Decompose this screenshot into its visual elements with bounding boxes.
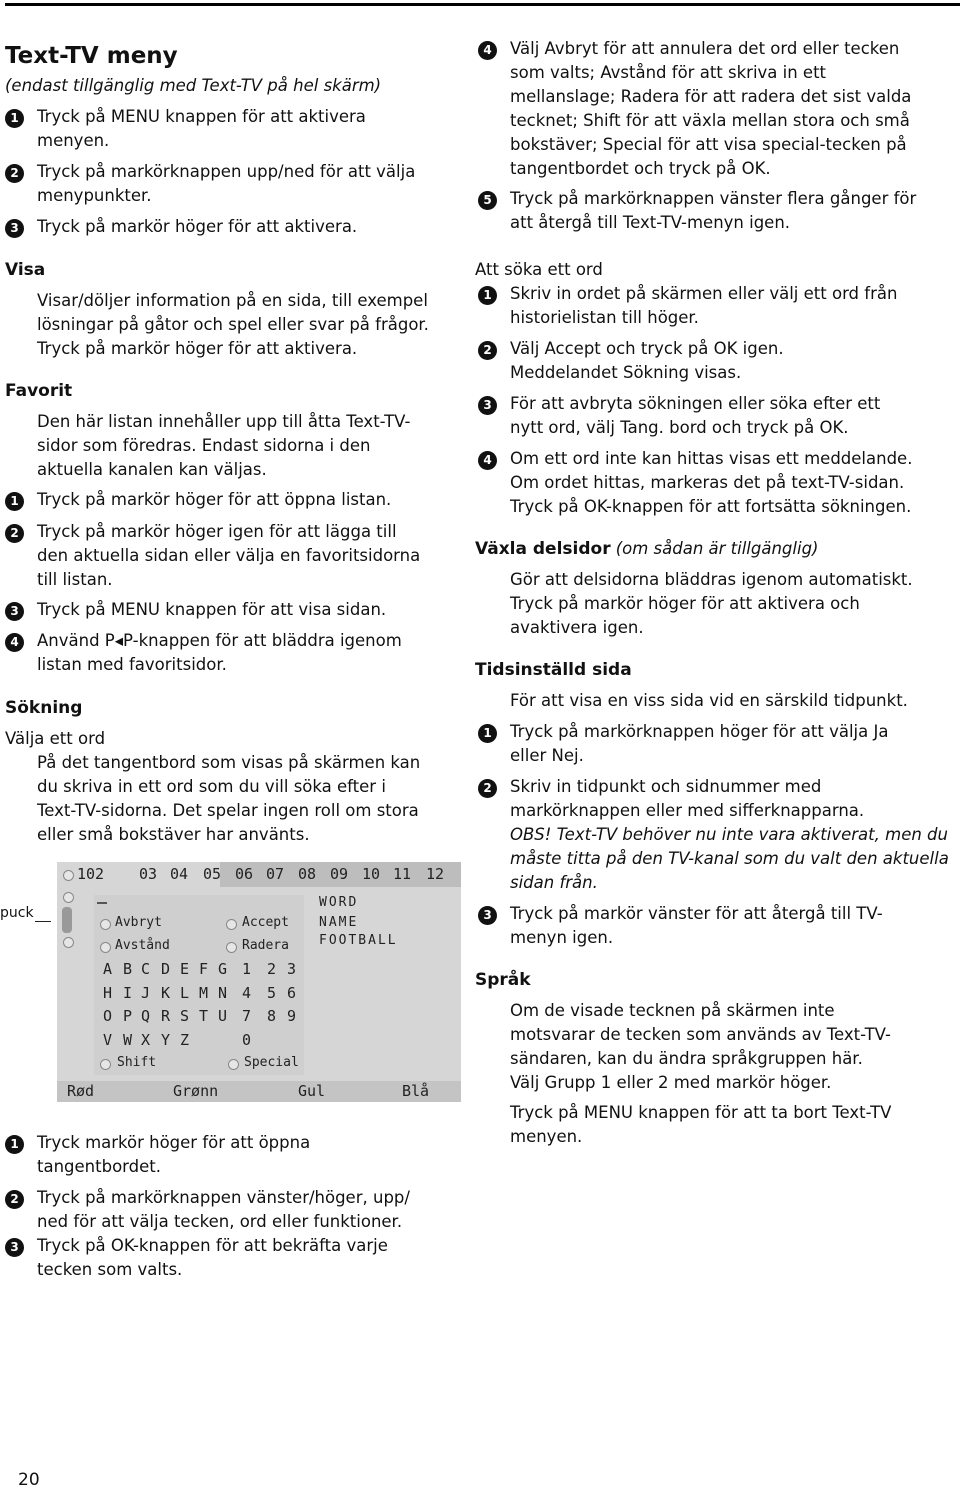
line: Skriv in ordet på skärmen eller välj ett ord från: [510, 284, 898, 303]
keyboard-key[interactable]: K: [161, 984, 171, 1002]
keyboard-key[interactable]: X: [141, 1031, 151, 1049]
page-tab: 11: [393, 865, 412, 883]
line: Tryck på MENU knappen för att visa sidan.: [37, 600, 387, 619]
tids-intro: För att visa en viss sida vid en särskild tidpunkt.: [510, 691, 908, 710]
line: Gör att delsidorna bläddras igenom automatiskt.: [510, 570, 913, 589]
step-text: [510, 337, 784, 385]
keyboard-key[interactable]: B: [123, 960, 133, 978]
keyboard-key[interactable]: 9: [287, 1007, 297, 1025]
page-number: 20: [18, 1470, 40, 1490]
page-tab: 12: [426, 865, 445, 883]
color-key-bar: [57, 1081, 461, 1102]
keyboard-key[interactable]: U: [218, 1007, 228, 1025]
line: Använd P◂P-knappen för att bläddra igenom: [37, 631, 402, 650]
keyboard-key[interactable]: M: [199, 984, 209, 1002]
line: menyen.: [37, 131, 110, 150]
page-tab: 06: [235, 865, 254, 883]
history-word[interactable]: NAME: [319, 915, 359, 930]
side-dot-icon: [63, 870, 74, 881]
page-tab: 05: [203, 865, 222, 883]
step-badge: 1: [478, 724, 497, 743]
step-text: [510, 37, 911, 181]
keyboard-key[interactable]: A: [103, 960, 113, 978]
sokning-text: [37, 751, 420, 847]
step-badge: 2: [5, 524, 24, 543]
line: Tryck på markör vänster för att återgå till TV-: [510, 904, 883, 923]
page-tab: 102: [77, 865, 105, 883]
keyboard-key[interactable]: 7: [242, 1007, 252, 1025]
line: att återgå till Text-TV-menyn igen.: [510, 213, 791, 232]
line: Tryck på markörknappen upp/ned för att välja: [37, 162, 416, 181]
section-heading-visa: Visa: [5, 260, 46, 280]
line: sidor som föredras. Endast sidorna i den: [37, 436, 371, 455]
section-heading-search: Att söka ett ord: [475, 260, 603, 279]
line: Om de visade tecknen på skärmen inte: [510, 1001, 835, 1020]
keyboard-key[interactable]: P: [123, 1007, 133, 1025]
step-text: [510, 187, 916, 235]
line: Tryck på markör höger för att aktivera.: [37, 217, 358, 236]
option-dot-icon: [100, 919, 111, 930]
keyboard-key[interactable]: D: [161, 960, 171, 978]
keyboard-key[interactable]: G: [218, 960, 228, 978]
line: måste titta på den TV-kanal som du valt den aktuella: [510, 849, 949, 868]
puck-label: puck: [0, 905, 34, 921]
keyboard-key[interactable]: H: [103, 984, 113, 1002]
color-key-yellow[interactable]: Gul: [298, 1082, 326, 1100]
step-text: [510, 775, 864, 823]
line: bokstäver; Special för att visa special-tecken på: [510, 135, 907, 154]
keyboard-key[interactable]: 4: [242, 984, 252, 1002]
line: historielistan till höger.: [510, 308, 699, 327]
section-heading-sprak: Språk: [475, 970, 531, 990]
line: menyen.: [510, 1127, 583, 1146]
color-key-blue[interactable]: Blå: [402, 1082, 430, 1100]
step-badge: 2: [5, 1190, 24, 1209]
step-badge: 1: [5, 492, 24, 511]
step-text: [37, 105, 366, 153]
cancel-key[interactable]: Avbryt: [115, 915, 162, 930]
line: menypunkter.: [37, 186, 152, 205]
step-text: [37, 488, 391, 512]
step-text: [37, 215, 357, 239]
line: till listan.: [37, 570, 113, 589]
special-key[interactable]: Special: [244, 1055, 299, 1070]
puck-pointer-line: [35, 921, 51, 922]
visa-text: [37, 289, 429, 361]
step-badge: 1: [5, 1135, 24, 1154]
line: Om ett ord inte kan hittas visas ett meddelande.: [510, 449, 913, 468]
step-text: [510, 902, 883, 950]
vaxla-text: [510, 568, 913, 640]
line: Tryck på markörknappen vänster/höger, upp/: [37, 1188, 410, 1207]
input-cursor: [97, 902, 107, 904]
step-badge: 3: [5, 219, 24, 238]
step-text: [510, 720, 888, 768]
tids-note: [510, 823, 949, 895]
page-tab: 03: [139, 865, 158, 883]
keyboard-key[interactable]: T: [199, 1007, 209, 1025]
keyboard-key[interactable]: Q: [141, 1007, 151, 1025]
line: motsvarar de tecken som används av Text-TV-: [510, 1025, 891, 1044]
line: listan med favoritsidor.: [37, 655, 227, 674]
keyboard-key[interactable]: 6: [287, 984, 297, 1002]
page-title: Text-TV meny: [5, 43, 178, 69]
line: Tryck på OK-knappen för att fortsätta sökningen.: [510, 497, 912, 516]
delete-key[interactable]: Radera: [242, 938, 289, 953]
line: avaktivera igen.: [510, 618, 644, 637]
line: sändaren, kan du ändra språkgruppen här.: [510, 1049, 863, 1068]
sprak-text: [510, 999, 891, 1095]
subheading-valja-ett-ord: Välja ett ord: [5, 729, 106, 748]
sprak-last: [510, 1101, 891, 1149]
step-badge: 1: [478, 286, 497, 305]
step-text: [510, 447, 912, 519]
line: Meddelandet Sökning visas.: [510, 363, 742, 382]
line: Tryck på markörknappen höger för att välja Ja: [510, 722, 889, 741]
keyboard-key[interactable]: R: [161, 1007, 171, 1025]
color-key-green[interactable]: Grønn: [173, 1082, 219, 1100]
line: Tryck på markör höger igen för att lägga till: [37, 522, 397, 541]
line: den aktuella sidan eller välja en favoritsidorna: [37, 546, 421, 565]
keyboard-key[interactable]: I: [123, 984, 133, 1002]
step-badge: 4: [478, 41, 497, 60]
step-text: [37, 1186, 410, 1234]
step-badge: 2: [5, 164, 24, 183]
option-dot-icon: [228, 1059, 239, 1070]
line: nytt ord, välj Tang. bord och tryck på OK.: [510, 418, 849, 437]
line: lösningar på gåtor och spel eller svar på frågor.: [37, 315, 429, 334]
page-tab: 07: [266, 865, 285, 883]
line: Om ordet hittas, markeras det på text-TV-sidan.: [510, 473, 905, 492]
step-badge: 3: [478, 396, 497, 415]
keyboard-key[interactable]: S: [180, 1007, 190, 1025]
line: sidan från.: [510, 873, 598, 892]
page-tab: 10: [362, 865, 381, 883]
keyboard-key[interactable]: L: [180, 984, 190, 1002]
teletext-keyboard-screen: [57, 862, 461, 1102]
step-text: [37, 160, 415, 208]
shift-key[interactable]: Shift: [117, 1055, 157, 1070]
line: Tryck på MENU knappen för att ta bort Text-TV: [510, 1103, 892, 1122]
line: Välj Grupp 1 eller 2 med markör höger.: [510, 1073, 832, 1092]
page-tab: 04: [170, 865, 189, 883]
keyboard-key[interactable]: 5: [267, 984, 277, 1002]
keyboard-key[interactable]: J: [141, 984, 151, 1002]
line: ned för att välja tecken, ord eller funktioner.: [37, 1212, 403, 1231]
line: menyn igen.: [510, 928, 614, 947]
section-heading-favorit: Favorit: [5, 381, 73, 401]
line: På det tangentbord som visas på skärmen kan: [37, 753, 421, 772]
step-text: [37, 520, 420, 592]
line: Tryck på markör höger för att öppna listan.: [37, 490, 392, 509]
line: som valts; Avstånd för att skriva in ett: [510, 63, 827, 82]
line: Den här listan innehåller upp till åtta Text-TV-: [37, 412, 411, 431]
section-heading-vaxla: [475, 537, 819, 561]
line: mellanslage; Radera för att radera det sist valda: [510, 87, 912, 106]
keyboard-key[interactable]: F: [199, 960, 209, 978]
line: Tryck på markörknappen vänster flera gånger för: [510, 189, 917, 208]
side-dot-icon: [63, 937, 74, 948]
keyboard-key[interactable]: V: [103, 1031, 113, 1049]
option-dot-icon: [226, 942, 237, 953]
color-key-red[interactable]: Rød: [67, 1082, 95, 1100]
keyboard-key[interactable]: E: [180, 960, 190, 978]
line: Tryck på MENU knappen för att aktivera: [37, 107, 366, 126]
step-text: [510, 282, 897, 330]
line: OBS! Text-TV behöver nu inte vara aktiverat, men du: [510, 825, 948, 844]
page-tab: 09: [330, 865, 349, 883]
keyboard-key[interactable]: 3: [287, 960, 297, 978]
keyboard-key[interactable]: W: [123, 1031, 133, 1049]
line: eller små bokstäver har använts.: [37, 825, 310, 844]
line: markörknappen eller med sifferknapparna.: [510, 801, 865, 820]
heading-text: Växla delsidor: [475, 539, 611, 559]
keyboard-key[interactable]: O: [103, 1007, 113, 1025]
step-badge: 5: [478, 191, 497, 210]
line: Text-TV-sidorna. Det spelar ingen roll om stora: [37, 801, 419, 820]
line: du skriva in ett ord som du vill söka efter i: [37, 777, 386, 796]
space-key[interactable]: Avstånd: [115, 938, 170, 953]
line: Tryck på markör höger för att aktivera och: [510, 594, 860, 613]
step-text: [37, 629, 402, 677]
section-heading-tids: Tidsinställd sida: [475, 660, 632, 680]
line: tecknet; Shift för att växla mellan stora och små: [510, 111, 910, 130]
line: tangentbordet och tryck på OK.: [510, 159, 771, 178]
line: Välj Accept och tryck på OK igen.: [510, 339, 784, 358]
step-text: [37, 598, 386, 622]
history-word[interactable]: FOOTBALL: [319, 933, 398, 948]
step-badge: 4: [478, 451, 497, 470]
keyboard-key[interactable]: 1: [242, 960, 252, 978]
line: Tryck markör höger för att öppna: [37, 1133, 311, 1152]
step-badge: 1: [5, 109, 24, 128]
line: eller Nej.: [510, 746, 584, 765]
history-word[interactable]: WORD: [319, 895, 359, 910]
step-text: [37, 1234, 388, 1282]
line: För att avbryta sökningen eller söka efter ett: [510, 394, 881, 413]
keyboard-key[interactable]: C: [141, 960, 151, 978]
step-badge: 2: [478, 341, 497, 360]
line: aktuella kanalen kan väljas.: [37, 460, 267, 479]
option-dot-icon: [100, 1059, 111, 1070]
side-dot-icon: [63, 892, 74, 903]
step-badge: 3: [478, 906, 497, 925]
favorit-text: [37, 410, 410, 482]
line: Skriv in tidpunkt och sidnummer med: [510, 777, 822, 796]
accept-key[interactable]: Accept: [242, 915, 289, 930]
keyboard-key[interactable]: 2: [267, 960, 277, 978]
line: Tryck på OK-knappen för att bekräfta varje: [37, 1236, 388, 1255]
step-text: [510, 392, 880, 440]
scroll-arrows-icon: [62, 907, 72, 933]
keyboard-key[interactable]: Y: [161, 1031, 171, 1049]
section-heading-sokning: Sökning: [5, 698, 83, 718]
step-badge: 2: [478, 779, 497, 798]
option-dot-icon: [100, 942, 111, 953]
step-badge: 3: [5, 602, 24, 621]
step-badge: 3: [5, 1238, 24, 1257]
keyboard-key[interactable]: 0: [242, 1031, 252, 1049]
step-text: [37, 1131, 310, 1179]
line: tecken som valts.: [37, 1260, 183, 1279]
line: tangentbordet.: [37, 1157, 161, 1176]
keyboard-key[interactable]: 8: [267, 1007, 277, 1025]
top-rule: [5, 3, 960, 6]
line: Välj Avbryt för att annulera det ord eller tecken: [510, 39, 900, 58]
heading-note: (om sådan är tillgänglig): [615, 539, 819, 558]
option-dot-icon: [226, 919, 237, 930]
keyboard-key[interactable]: Z: [180, 1031, 190, 1049]
keyboard-key[interactable]: N: [218, 984, 228, 1002]
line: Visar/döljer information på en sida, till exempel: [37, 291, 428, 310]
step-badge: 4: [5, 633, 24, 652]
page-tab: 08: [298, 865, 317, 883]
line: Tryck på markör höger för att aktivera.: [37, 339, 358, 358]
page-subtitle: (endast tillgänglig med Text-TV på hel skärm): [5, 76, 382, 95]
